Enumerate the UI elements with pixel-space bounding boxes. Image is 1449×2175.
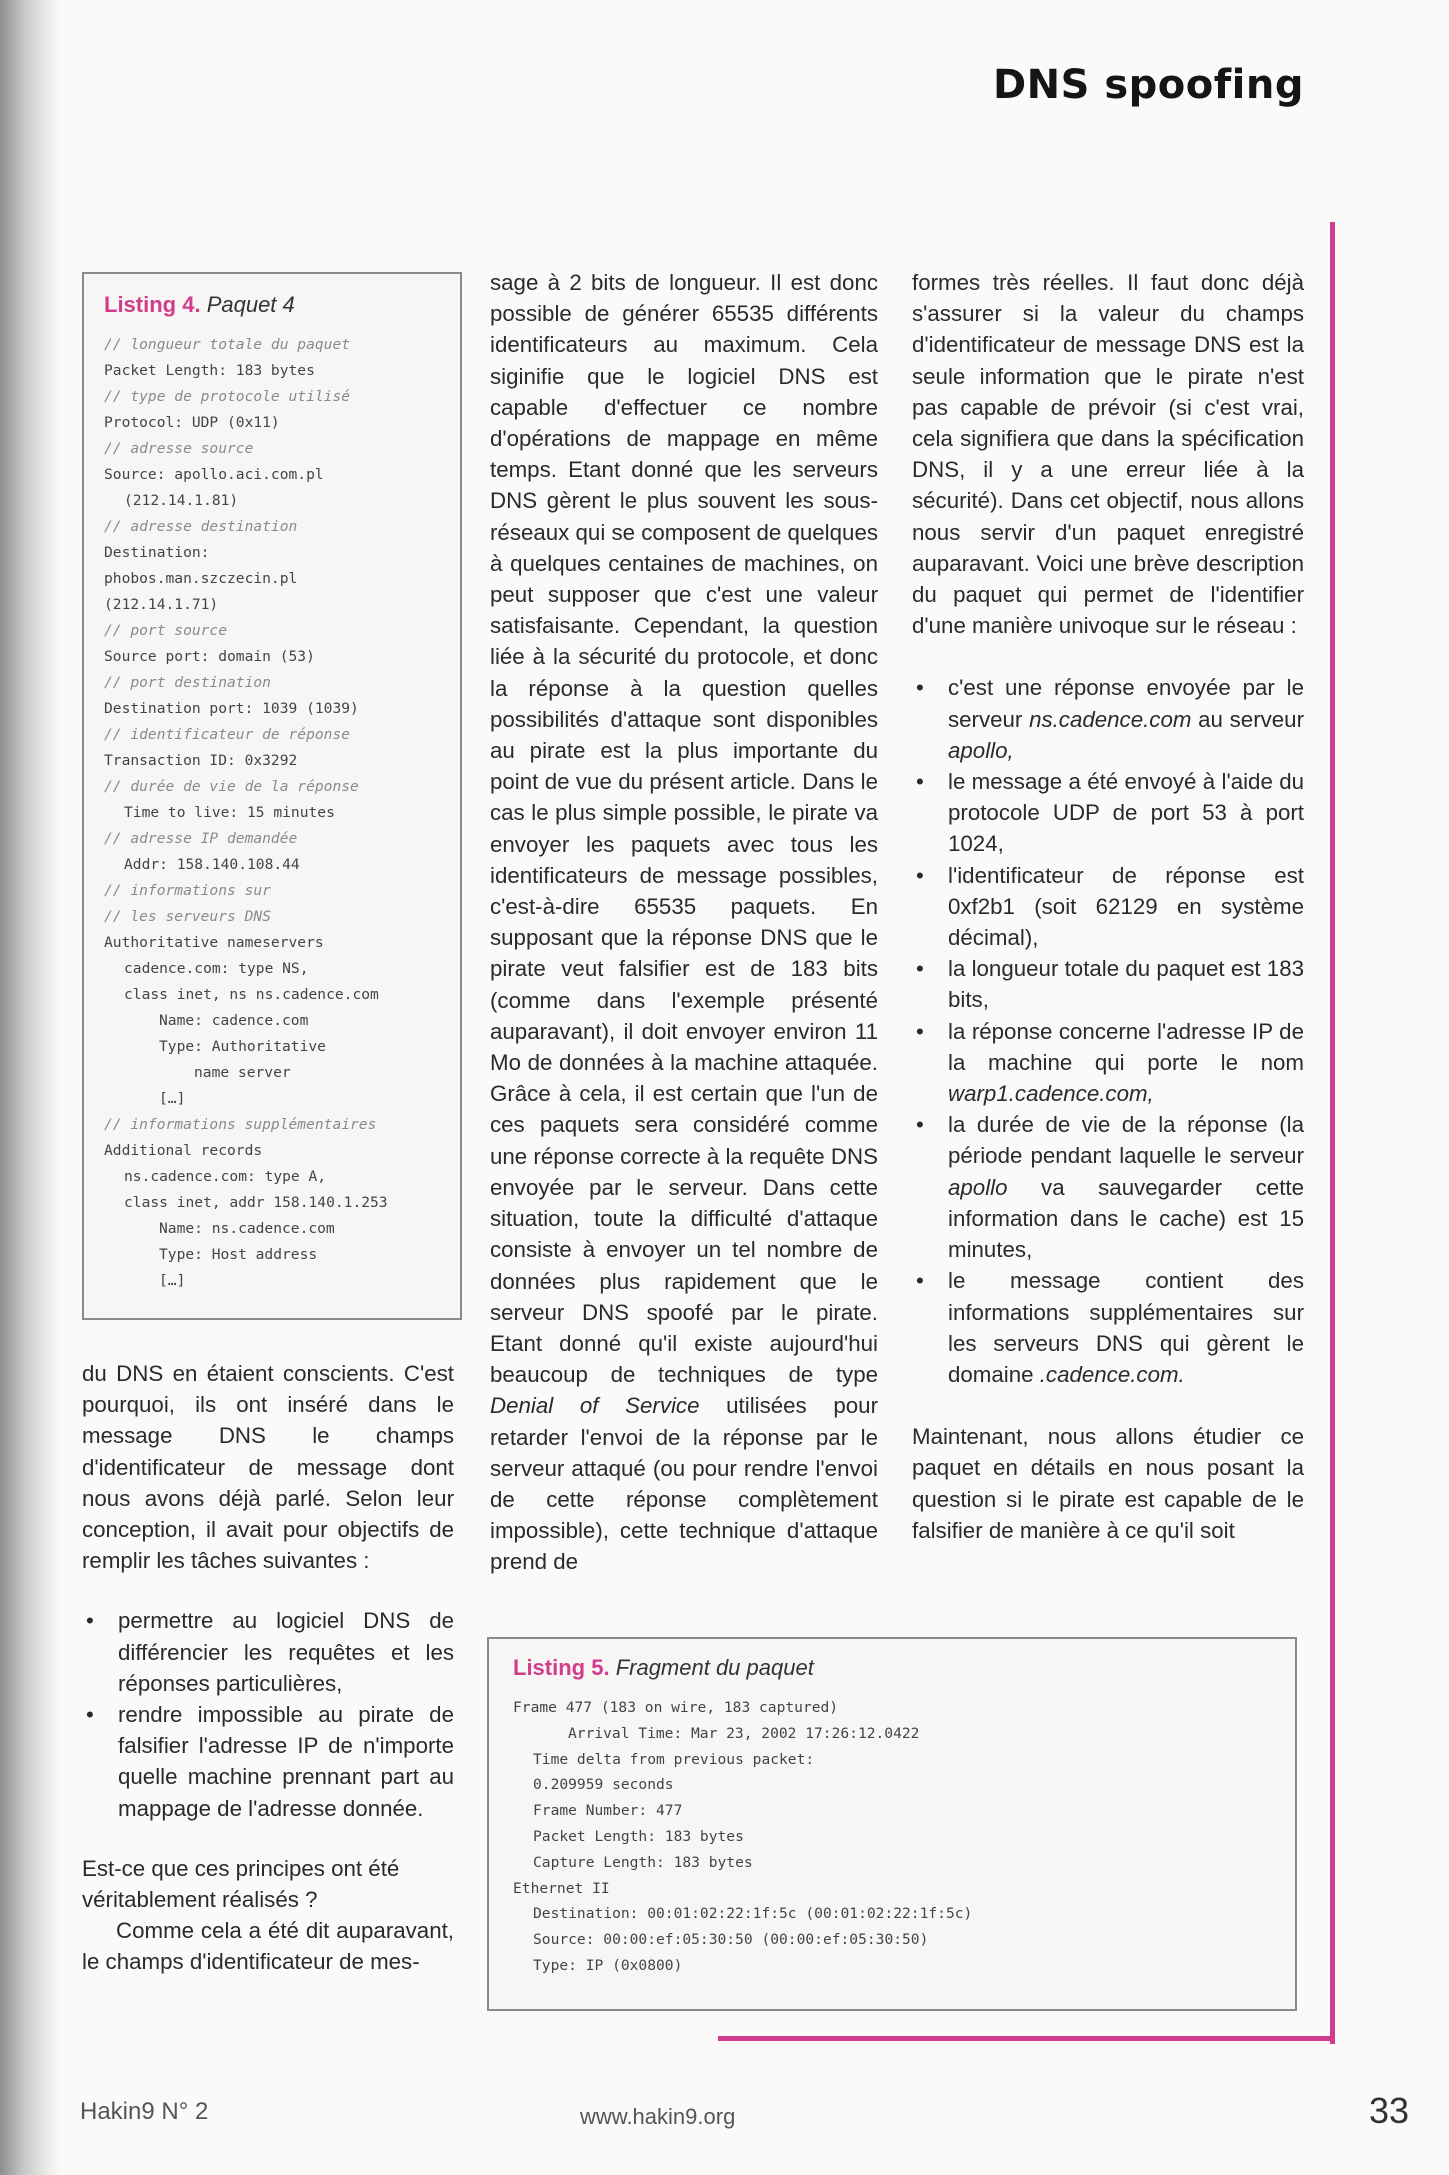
text-run: utilisées pour retarder l'envoi de la réponse par le serveur attaqué (ou pour rendre l'envoi de cette réponse complètement impossible), cette technique d'attaque prend de <box>490 1393 878 1575</box>
list-item: • le message a été envoyé à l'aide du protocole UDP de port 53 à port 1024, <box>912 766 1304 860</box>
code-line: […] <box>159 1272 186 1289</box>
listing-4-box <box>82 272 462 1320</box>
text-run: c'est une réponse envoyée par le serveur <box>948 675 1304 732</box>
code-line: […] <box>159 1090 186 1107</box>
code-comment-line: // durée de vie de la réponse <box>104 778 359 795</box>
code-line: cadence.com: type NS, <box>124 960 309 977</box>
code-line: Additional records <box>104 1142 263 1159</box>
page-number: 33 <box>1368 2090 1409 2131</box>
bullet-list <box>912 672 1304 1390</box>
column-2-text <box>490 267 878 1578</box>
website-url: www.hakin9.org <box>580 2104 736 2129</box>
code-line: Packet Length: 183 bytes <box>533 1827 744 1845</box>
listing-5-label: Listing 5. <box>513 1655 610 1680</box>
code-line: Destination: <box>104 544 210 561</box>
code-comment-line: // informations supplémentaires <box>104 1116 377 1133</box>
listing-4-code <box>104 332 444 1294</box>
code-comment-line: // adresse IP demandée <box>104 830 298 847</box>
code-line: Arrival Time: Mar 23, 2002 17:26:12.0422 <box>568 1724 920 1742</box>
emphasis: apollo, <box>948 737 1014 763</box>
accent-vertical-rule <box>1330 222 1335 2044</box>
code-comment-line: // longueur totale du paquet <box>104 336 351 353</box>
section-title: DNS spoofing <box>992 62 1304 108</box>
paragraph: Comme cela a été dit auparavant, le champs d'identificateur de mes- <box>82 1918 454 1975</box>
listing-5-caption: Fragment du paquet <box>615 1655 814 1680</box>
code-line: Protocol: UDP (0x11) <box>104 414 280 431</box>
text-run: le message contient des informations supplémentaires sur les serveurs DNS qui gèrent le domaine <box>948 1268 1304 1387</box>
accent-horizontal-rule <box>718 2036 1335 2041</box>
code-line: Time delta from previous packet: <box>533 1750 815 1768</box>
code-comment-line: // port source <box>104 622 228 639</box>
text-run: sage à 2 bits de longueur. Il est donc possible de générer 65535 différents identificateurs au maximum. Cela siginifie que le logiciel DNS est capable d'effectuer ce nombre d'opérations de mappage en même temps. Etant donné que les serveurs DNS gèrent le plus souvent les sous-réseaux qui se composent de quelques à quelques centaines de machines, on peut supposer que c'est une valeur satisfaisante. Cependant, la question liée à la sécurité du protocole, et donc la réponse à la question quelles possibilités d'attaque sont disponibles au pirate est la plus importante du point de vue du présent article. Dans le cas le plus simple possible, le pirate va envoyer les paquets avec tous les identificateurs de message possibles, c'est-à-dire 65535 paquets. En supposant que la réponse DNS que le pirate veut falsifier est de 183 bits (comme dans l'exemple présenté auparavant), il doit envoyer environ 11 Mo de données à la machine attaquée. Grâce à cela, il est certain que l'un de ces paquets sera considéré comme une réponse correcte à la requête DNS envoyée par le serveur. Dans cette situation, toute la difficulté d'attaque consiste à envoyer un tel nombre de données plus rapidement que le serveur DNS spoofé par le pirate. Etant donné qu'il existe aujourd'hui beaucoup de techniques de type <box>490 270 878 1388</box>
code-line: Source: 00:00:ef:05:30:50 (00:00:ef:05:30:50) <box>533 1931 929 1949</box>
list-item: • permettre au logiciel DNS de différencier les requêtes et les réponses particulières, <box>82 1605 454 1699</box>
code-line: phobos.man.szczecin.pl <box>104 570 298 587</box>
code-line: Capture Length: 183 bytes <box>533 1853 753 1871</box>
emphasis: .cadence.com. <box>1039 1361 1185 1387</box>
code-line: Frame 477 (183 on wire, 183 captured) <box>513 1699 839 1716</box>
text-run: au serveur <box>1191 706 1304 732</box>
code-comment-line: // type de protocole utilisé <box>104 388 351 405</box>
emphasis: warp1.cadence.com, <box>948 1081 1154 1107</box>
listing-4-label: Listing 4. <box>104 292 201 317</box>
code-line: ns.cadence.com: type A, <box>124 1168 327 1185</box>
emphasis: ns.cadence.com <box>1029 706 1192 732</box>
list-item <box>912 672 1304 766</box>
code-line: name server <box>194 1064 291 1081</box>
code-line: Frame Number: 477 <box>533 1802 683 1820</box>
code-comment-line: // les serveurs DNS <box>104 908 271 925</box>
code-comment-line: // adresse destination <box>104 518 298 535</box>
list-item <box>912 1265 1304 1390</box>
code-line: (212.14.1.71) <box>104 596 219 613</box>
code-line: Type: Host address <box>159 1246 318 1263</box>
code-line: 0.209959 seconds <box>533 1776 674 1794</box>
paragraph: du DNS en étaient conscients. C'est pourquoi, ils ont inséré dans le message DNS le champs d'identificateur de message dont nous avons déjà parlé. Selon leur conception, il avait pour objectifs de remplir les tâches suivantes : <box>82 1361 454 1574</box>
list-item: • l'identificateur de réponse est 0xf2b1 (soit 62129 en système décimal), <box>912 860 1304 954</box>
code-line: Source port: domain (53) <box>104 648 315 665</box>
code-line: Transaction ID: 0x3292 <box>104 752 298 769</box>
paragraph <box>490 267 878 1578</box>
column-1-text <box>82 1358 454 1978</box>
code-line: Addr: 158.140.108.44 <box>124 856 300 873</box>
listing-4-caption: Paquet 4 <box>206 292 295 317</box>
code-line: Name: cadence.com <box>159 1012 309 1029</box>
code-comment-line: // informations sur <box>104 882 271 899</box>
code-line: class inet, ns ns.cadence.com <box>124 986 379 1003</box>
list-item <box>912 1109 1304 1265</box>
text-run: va sauvegarder cette information dans le cache) est 15 minutes, <box>948 1174 1304 1263</box>
code-line: Authoritative nameservers <box>104 934 324 951</box>
code-comment-line: // identificateur de réponse <box>104 726 351 743</box>
code-line: Packet Length: 183 bytes <box>104 362 315 379</box>
paragraph: formes très réelles. Il faut donc déjà s'assurer si la valeur du champs d'identificateur de message DNS est la seule information que le pirate n'est pas capable de prévoir (si c'est vrai, cela signifiera que dans la spécification DNS, il y a une erreur liée à la sécurité). Dans cet objectif, nous allons nous servir d'un paquet enregistré auparavant. Voici une brève description du paquet qui permet de l'identifier d'une manière univoque sur le réseau : <box>912 270 1304 639</box>
code-line: Type: IP (0x0800) <box>533 1956 683 1974</box>
text-run: la réponse concerne l'adresse IP de la machine qui porte le nom <box>948 1018 1304 1075</box>
code-line: class inet, addr 158.140.1.253 <box>124 1194 388 1211</box>
code-line: (212.14.1.81) <box>124 492 239 509</box>
magazine-issue: Hakin9 N° 2 <box>80 2098 209 2125</box>
code-line: Type: Authoritative <box>159 1038 326 1055</box>
column-3-text <box>912 267 1304 1546</box>
code-line: Source: apollo.aci.com.pl <box>104 466 324 483</box>
paragraph: Maintenant, nous allons étudier ce paquet en détails en nous posant la question si le pirate est capable de le falsifier de manière à ce qu'il soit <box>912 1424 1304 1543</box>
code-comment-line: // adresse source <box>104 440 254 457</box>
bullet-list <box>82 1605 454 1823</box>
listing-5-code <box>513 1695 1279 1979</box>
code-comment-line: // port destination <box>104 674 271 691</box>
emphasis: apollo <box>948 1174 1008 1200</box>
code-line: Name: ns.cadence.com <box>159 1220 335 1237</box>
code-line: Destination port: 1039 (1039) <box>104 700 359 717</box>
listing-5-title <box>513 1655 1279 1681</box>
paragraph: Est-ce que ces principes ont été véritablement réalisés ? <box>82 1855 400 1913</box>
code-line: Ethernet II <box>513 1879 610 1897</box>
list-item: • la longueur totale du paquet est 183 bits, <box>912 953 1304 1015</box>
text-run: la durée de vie de la réponse (la période pendant laquelle le serveur <box>948 1112 1304 1169</box>
list-item: • rendre impossible au pirate de falsifier l'adresse IP de n'importe quelle machine prennant part au mappage de l'adresse donnée. <box>82 1699 454 1824</box>
list-item <box>912 1016 1304 1110</box>
listing-5-box <box>487 1637 1297 2011</box>
code-line: Time to live: 15 minutes <box>124 804 335 821</box>
emphasis: Denial of Service <box>490 1393 700 1419</box>
page-spine-shadow <box>0 0 60 2175</box>
code-line: Destination: 00:01:02:22:1f:5c (00:01:02:22:1f:5c) <box>533 1905 973 1923</box>
listing-4-title <box>104 292 444 318</box>
